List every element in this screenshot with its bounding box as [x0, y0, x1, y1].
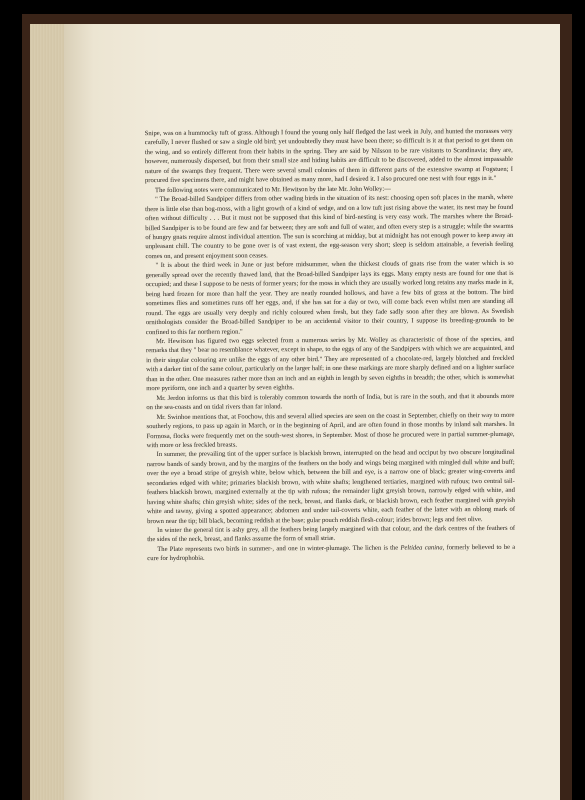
final-text-before: The Plate represents two birds in summer-, and one in winter-plumage. The lichen is the [157, 544, 401, 553]
species-name: Peltidea canina [400, 544, 443, 552]
paragraph: " It is about the third week in June or just before midsummer, when the thickest clouds of gnats rise from the water which is so generally spread over the recently thawed land, that the Broad-billed Sandpiper lays its eggs. Many empty nests are found for one that is occupied; and these I suppose to be nests of former years; for the moss in which they are usually worked long retains any marks made in it, being hard frozen for more than half the year. They are neatly rounded hollows, and have a few bits of grass at the bottom. The bird sometimes flies and sometimes runs off her eggs, and, if she has sat for a day or two, will come back even whilst men are standing all round. The eggs are usually very deeply and richly coloured when fresh, but they fade sadly soon after they are blown. As Swedish ornithologists consider the Broad-billed Sandpiper to be an accidental visitor to their country, I suppose its breeding-grounds to be confined to this far northern region." [145, 260, 514, 336]
page-text [145, 127, 516, 564]
paragraph: In winter the general tint is ashy grey, all the feathers being largely margined with that colour, and the dark centres of the feathers of the sides of the neck, breast, and flanks assume the form of small striæ. [147, 524, 516, 544]
paragraph: Mr. Hewitson has figured two eggs selected from a numerous series by Mr. Wolley as characteristic of those of the species, and remarks that they " bear no resemblance whatever, except in shape, to the eggs of any of the Sandpipers with which we are acquainted, and in their singular colouring are unlike the eggs of any other bird." They are represented of a chocolate-red, largely blotched and freckled with a darker tint of the same colour, particularly on the larger half; in one these markings are more sharply defined and on a lighter surface than in the other. One measures rather more than an inch and an eighth in length by seven eighths in breadth; the other, which is somewhat more pyriform, one inch and a quarter by seven eighths. [146, 335, 515, 393]
final-paragraph [147, 543, 515, 564]
paragraph: The following notes were communicated to Mr. Hewitson by the late Mr. John Wolley:— [155, 185, 391, 194]
paragraph: " The Broad-billed Sandpiper differs from other wading birds in the situation of its nest: choosing open soft places in the marsh, where there is little else than bog-moss, with a light growth of a kind of sedge, and on a low tuft just rising above the water, its nest may be found often without difficulty . . . But it must not be supposed that this kind of bird-nesting is very easy work. The marshes where the Broad-billed Sandpiper is to be found are few and far between; they are soft and full of water, and often every step is a struggle; while the swarms of hungry gnats require almost individual attention. The sun is scorching at midday, but at midnight has not enough power to keep away an unpleasant chill. The country to be gone over is of vast extent, the egg-season very short; sleep is seldom attainable, a feverish feeling comes on, and present enjoyment soon ceases. [145, 194, 514, 261]
paragraph: Mr. Swinhoe mentions that, at Foochow, this and several allied species are seen on the coast in September, chiefly on their way to more southerly regions, to pass up again in March, or in the beginning of April, and are often found in those months by inland salt marshes. In Formosa, flocks were frequently met on the south-west shores, in September. Most of those he procured were in partial summer-plumage, with more or less freckled breasts. [146, 411, 515, 450]
page-edges [30, 24, 66, 800]
final-text-after: , formerly believed to be a cure for hydrophobia. [147, 543, 516, 563]
paragraph: In summer, the prevailing tint of the upper surface is blackish brown, interrupted on the head and occiput by two obscure longitudinal narrow bands of sandy brown, and by the margins of the feathers on the body and wings being margined with mingled dull white and buff; over the eye a broad stripe of greyish white, below which, between the bill and eye, is a narrow one of black; greater wing-coverts and secondaries edged with white; primaries blackish brown, with white shafts; lengthened tertiaries, margined with rufous; two central tail-feathers blackish brown, margined externally at the tip with rufous; the remainder light greyish brown, narrowly edged with white, and having white shafts; chin greyish white; sides of the neck, breast, and flanks dark, or blackish brown, each feather margined with greyish white and tawny, giving a spotted appearance; abdomen and under tail-coverts white, each feather of the latter with an oblong mark of brown near the tip; bill black, becoming reddish at the base; gular pouch reddish flesh-colour; irides brown; legs and feet olive. [146, 449, 516, 525]
paragraph: Mr. Jerdon informs us that this bird is tolerably common towards the north of India, but is rare in the south, and that it abounds more on the sea-coasts and on tidal rivers than far inland. [146, 392, 515, 412]
paragraph: Snipe, was on a hummocky tuft of grass. Although I found the young only half fledged the last week in July, and hunted the morasses very carefully, I never flushed or saw a single old bird; yet undoubtedly they must have been there; so difficult is it at that period to get them on the wing, and so entirely different from their habits in the spring. They are said by Nilsson to be rare visitants to Scandinavia; they are, however, numerously dispersed, but from their small size and hiding habits are difficult to be discovered, added to the almost impassable nature of the swamps they frequent. There were several small colonies of them in different parts of the extensive swamp at Fogstuen; I procured five specimens there, and might have obtained as many more, had I desired it. I also procured one nest with four eggs in it." [144, 127, 513, 185]
